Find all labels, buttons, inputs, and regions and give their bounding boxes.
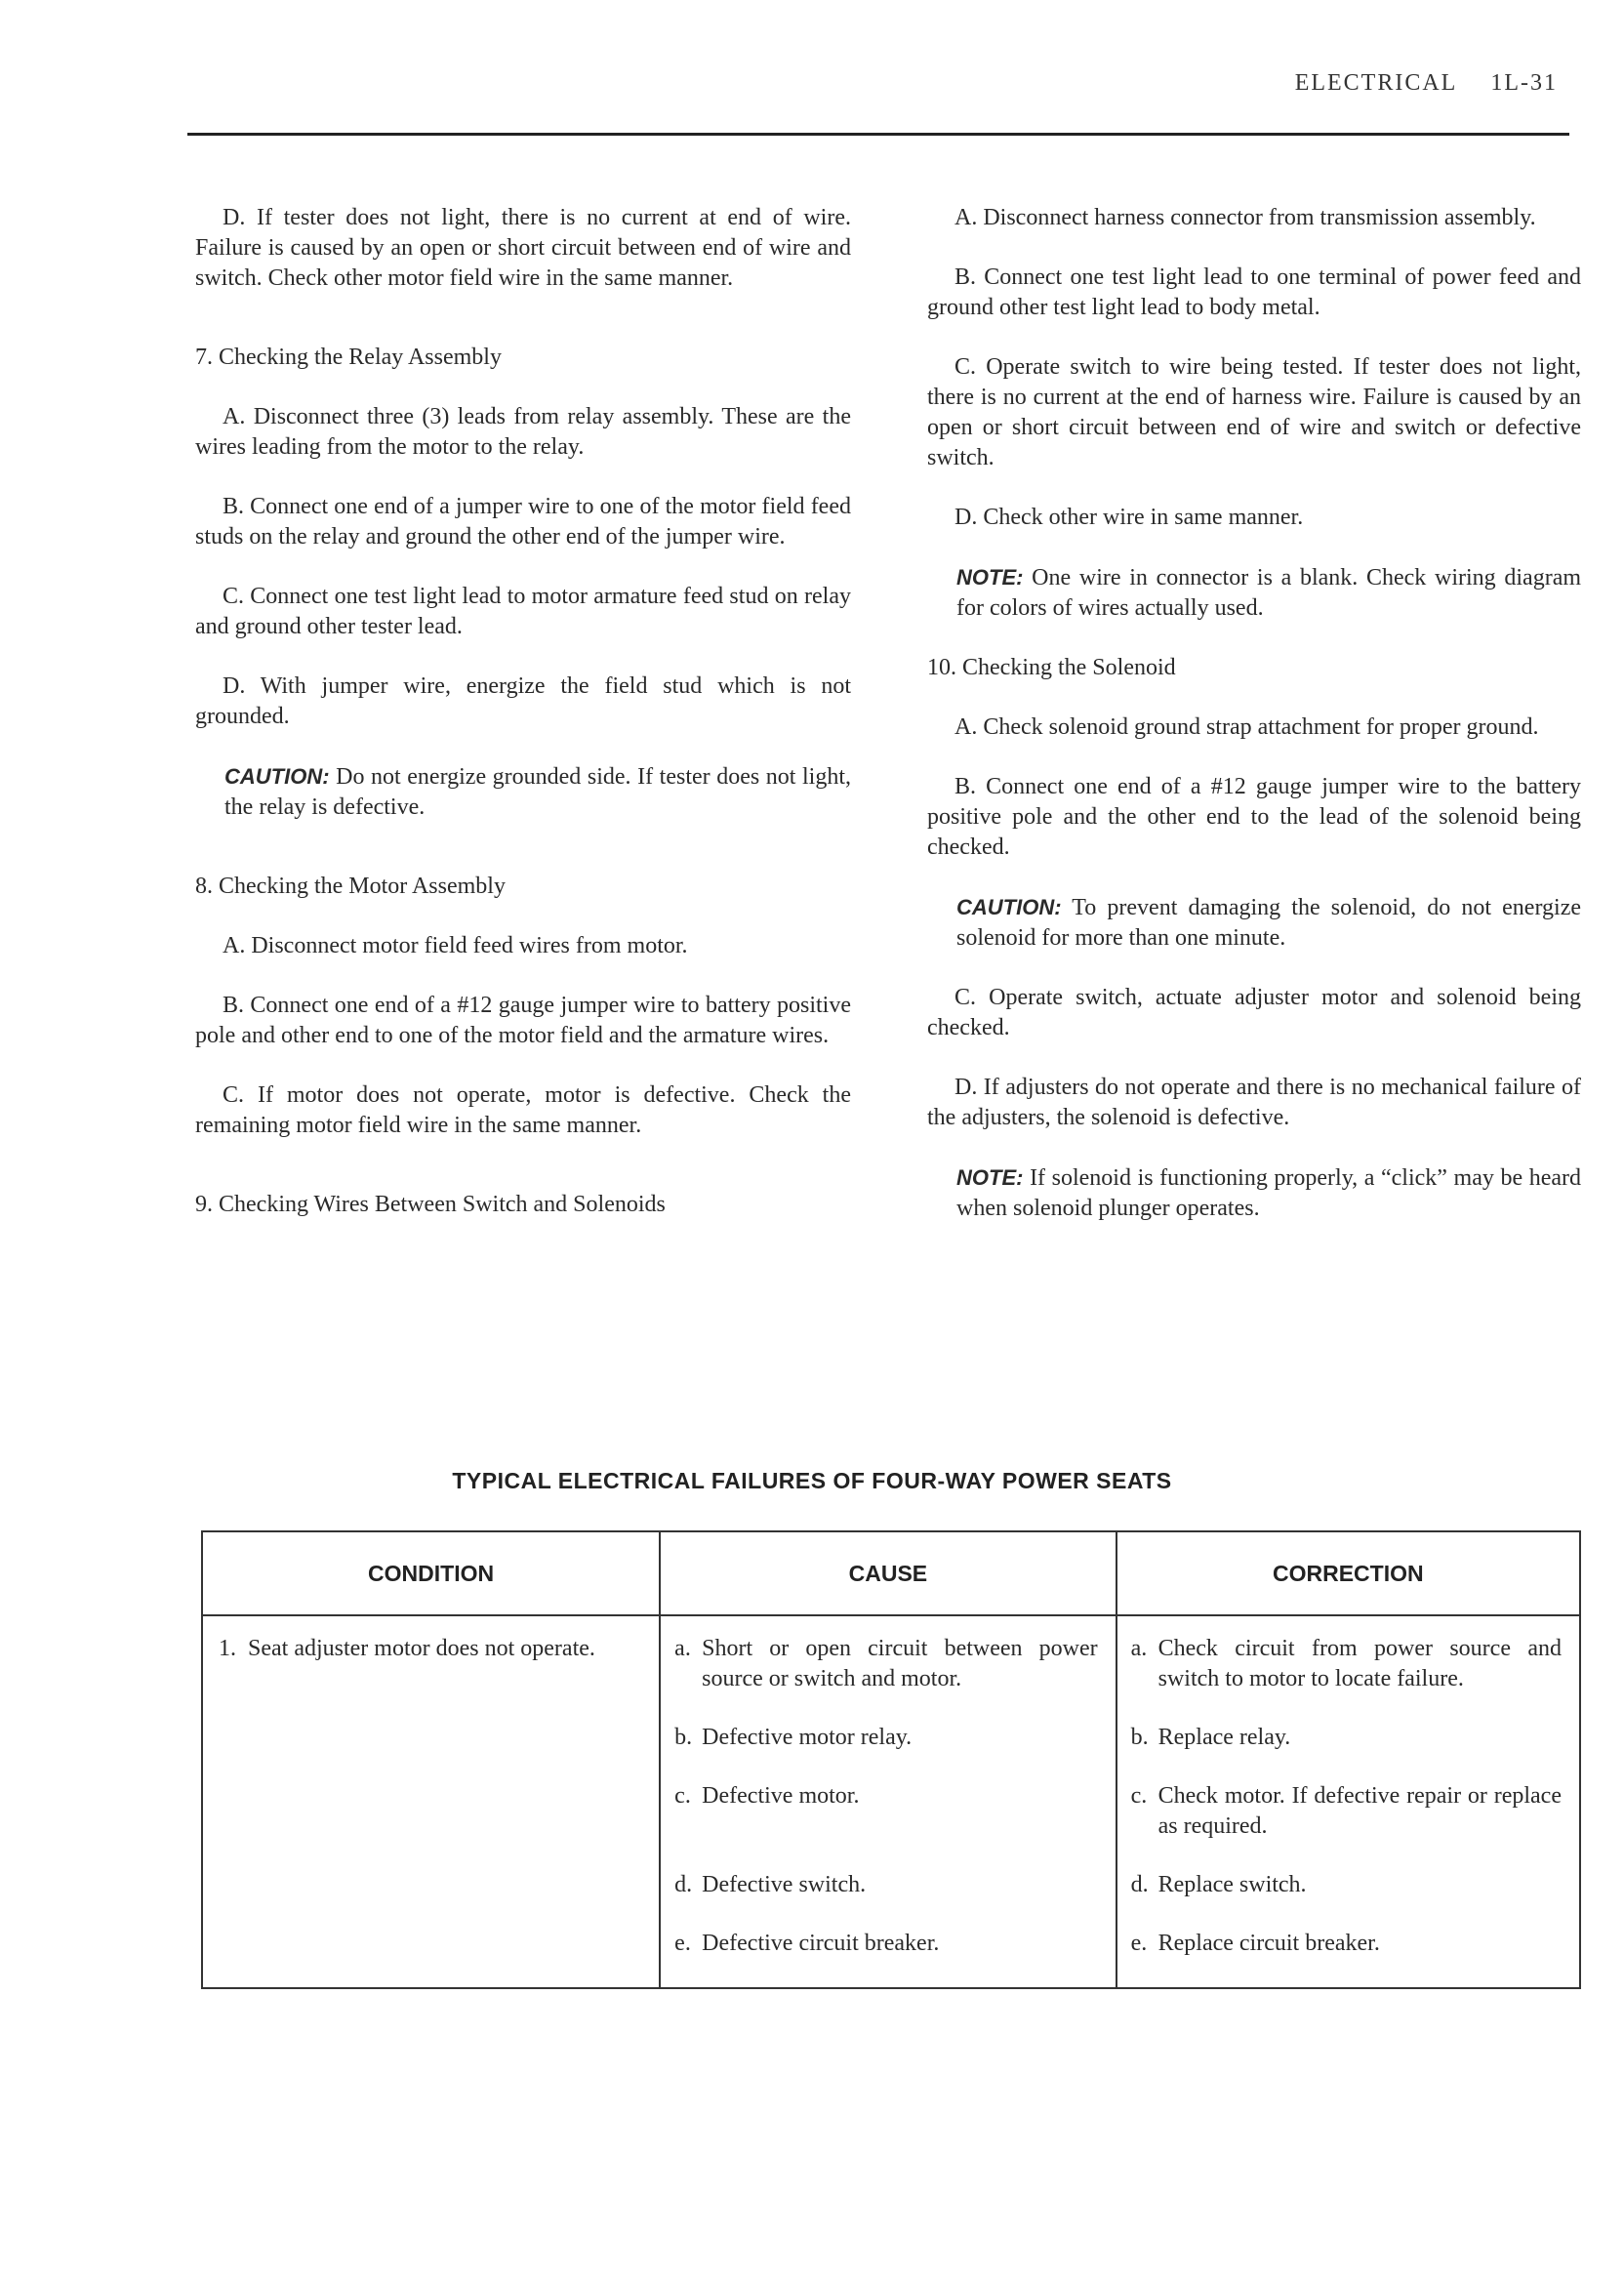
- heading-step-7: 7. Checking the Relay Assembly: [195, 345, 502, 370]
- paragraph-9d: D. Check other wire in same manner.: [954, 505, 1304, 530]
- condition-text: Seat adjuster motor does not operate.: [248, 1636, 595, 1661]
- column-header-correction: CORRECTION: [1116, 1531, 1580, 1615]
- paragraph-7b: B. Connect one end of a jumper wire to one of the motor field feed studs on the relay and ground the other end of the jumper wire.: [195, 494, 851, 550]
- cause-text: Defective motor relay.: [702, 1725, 913, 1750]
- correction-item: [1117, 1781, 1579, 1842]
- correction-marker: b.: [1130, 1725, 1149, 1750]
- page-number: 1L-31: [1490, 70, 1558, 96]
- header-rule: [187, 133, 1569, 136]
- correction-marker: c.: [1130, 1783, 1148, 1809]
- caution-text: Do not energize grounded side. If tester does not light, the relay is defective.: [224, 764, 852, 820]
- column-header-cause: CAUSE: [660, 1531, 1116, 1615]
- cause-item: [661, 1723, 1115, 1753]
- cause-item: [661, 1870, 1115, 1900]
- cause-marker: b.: [674, 1725, 693, 1750]
- table-row: [202, 1615, 1580, 1988]
- caution-relay: [195, 761, 851, 823]
- heading-step-10: 10. Checking the Solenoid: [927, 655, 1176, 680]
- note-connector: [927, 562, 1581, 624]
- section-title: ELECTRICAL: [1294, 70, 1458, 96]
- correction-item: [1117, 1870, 1579, 1900]
- paragraph-10d: D. If adjusters do not operate and there is no mechanical failure of the adjusters, the solenoid is defective.: [927, 1075, 1581, 1130]
- cause-text: Defective circuit breaker.: [702, 1931, 940, 1956]
- cause-item: [661, 1929, 1115, 1959]
- correction-marker: e.: [1130, 1931, 1148, 1956]
- paragraph-7c: C. Connect one test light lead to motor armature feed stud on relay and ground other tester lead.: [195, 584, 851, 639]
- cause-item: [661, 1781, 1115, 1812]
- left-column: [195, 203, 851, 1249]
- cause-marker: e.: [674, 1931, 691, 1956]
- paragraph-10c: C. Operate switch, actuate adjuster motor and solenoid being checked.: [927, 985, 1581, 1040]
- paragraph-9b: B. Connect one test light lead to one terminal of power feed and ground other test light lead to body metal.: [927, 265, 1581, 320]
- heading-step-8: 8. Checking the Motor Assembly: [195, 874, 506, 899]
- paragraph-9a: A. Disconnect harness connector from transmission assembly.: [954, 205, 1536, 230]
- paragraph-7a: A. Disconnect three (3) leads from relay assembly. These are the wires leading from the motor to the relay.: [195, 404, 851, 460]
- table-title: TYPICAL ELECTRICAL FAILURES OF FOUR-WAY POWER SEATS: [452, 1468, 1172, 1493]
- condition-item: [219, 1634, 645, 1664]
- correction-text: Replace relay.: [1157, 1725, 1291, 1750]
- paragraph-10b: B. Connect one end of a #12 gauge jumper wire to the battery positive pole and the other end to the lead of the solenoid being checked.: [927, 774, 1581, 860]
- right-column: [927, 203, 1581, 1253]
- caution-label: CAUTION:: [224, 764, 330, 789]
- paragraph-8b: B. Connect one end of a #12 gauge jumper wire to battery positive pole and other end to one of the motor field and the armature wires.: [195, 993, 851, 1048]
- correction-cell: [1116, 1615, 1580, 1988]
- cause-cell: [660, 1615, 1116, 1988]
- correction-item: [1117, 1634, 1579, 1694]
- cause-marker: d.: [674, 1872, 693, 1897]
- page-header: [1295, 70, 1558, 97]
- correction-marker: a.: [1130, 1636, 1148, 1661]
- paragraph-6d: D. If tester does not light, there is no current at end of wire. Failure is caused by an open or short circuit between end of wire and switch. Check other motor field wire in the same manner.: [195, 205, 851, 291]
- correction-item: [1117, 1929, 1579, 1959]
- cause-text: Defective switch.: [702, 1872, 867, 1897]
- column-header-condition: CONDITION: [202, 1531, 660, 1615]
- note-label: NOTE:: [956, 1165, 1024, 1190]
- heading-step-9: 9. Checking Wires Between Switch and Solenoids: [195, 1192, 666, 1217]
- cause-marker: a.: [674, 1636, 691, 1661]
- note-text: One wire in connector is a blank. Check wiring diagram for colors of wires actually used.: [956, 565, 1582, 621]
- paragraph-10a: A. Check solenoid ground strap attachment for proper ground.: [954, 714, 1539, 740]
- caution-text: To prevent damaging the solenoid, do not energize solenoid for more than one minute.: [956, 895, 1581, 951]
- cause-item: [661, 1634, 1115, 1694]
- condition-marker: 1.: [219, 1636, 236, 1661]
- correction-text: Replace switch.: [1157, 1872, 1307, 1897]
- correction-text: Check circuit from power source and switch to motor to locate failure.: [1157, 1636, 1562, 1691]
- note-label: NOTE:: [956, 565, 1024, 590]
- caution-solenoid: [927, 892, 1581, 954]
- paragraph-8c: C. If motor does not operate, motor is defective. Check the remaining motor field wire in the same manner.: [195, 1082, 851, 1138]
- paragraph-9c: C. Operate switch to wire being tested. If tester does not light, there is no current at the end of harness wire. Failure is caused by an open or short circuit between end of wire and switch or defective switch.: [927, 354, 1581, 470]
- paragraph-8a: A. Disconnect motor field feed wires from motor.: [223, 933, 688, 958]
- correction-marker: d.: [1130, 1872, 1149, 1897]
- paragraph-7d: D. With jumper wire, energize the field stud which is not grounded.: [195, 673, 851, 729]
- caution-label: CAUTION:: [956, 895, 1062, 919]
- cause-marker: c.: [674, 1783, 691, 1809]
- condition-cell: [202, 1615, 660, 1988]
- correction-text: Replace circuit breaker.: [1157, 1931, 1380, 1956]
- note-click: [927, 1162, 1581, 1224]
- failures-table: [201, 1530, 1581, 1989]
- cause-text: Short or open circuit between power source or switch and motor.: [702, 1636, 1098, 1691]
- note-text: If solenoid is functioning properly, a “click” may be heard when solenoid plunger operates.: [956, 1165, 1582, 1221]
- correction-item: [1117, 1723, 1579, 1753]
- correction-text: Check motor. If defective repair or replace as required.: [1157, 1783, 1562, 1839]
- cause-text: Defective motor.: [702, 1783, 860, 1809]
